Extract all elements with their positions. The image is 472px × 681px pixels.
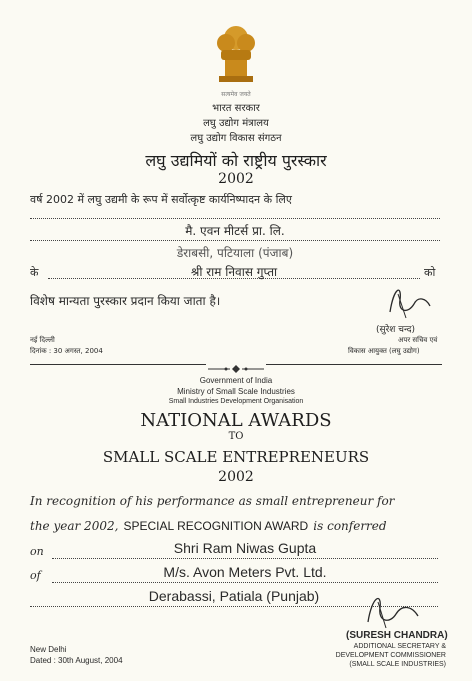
national-emblem [211,18,261,92]
english-org-line1: Government of India [199,376,273,385]
english-recipient: Shri Ram Niwas Gupta [173,540,317,556]
dotted-rule [30,218,440,219]
signature [360,588,430,632]
english-on: on [30,545,44,558]
english-text2a: the year 2002, [30,519,119,533]
divider-ornament [206,359,266,369]
hindi-org-line2: लघु उद्योग मंत्रालय [203,118,269,129]
english-designation1: ADDITIONAL SECRETARY & [353,643,446,650]
emblem-motto: सत्यमेव जयते [221,91,251,98]
award-name: SPECIAL RECOGNITION AWARD [123,519,309,533]
english-designation2: DEVELOPMENT COMMISSIONER [335,652,446,659]
hindi-award-line: विशेष मान्यता पुरस्कार प्रदान किया जाता है। [30,294,221,308]
hindi-ko: को [424,266,436,279]
hindi-designation2: विकास आयुक्त (लघु उद्योग) [348,347,420,355]
hindi-line-year: वर्ष 2002 में लघु उद्यमी के रूप में सर्वोत्कृष्ट कार्यनिष्पादन के लिए [30,193,292,206]
english-title2: TO [228,431,244,442]
hindi-org-line1: भारत सरकार [212,103,260,114]
english-location: Derabassi, Patiala (Punjab) [148,588,320,604]
english-text2b: is conferred [313,519,387,533]
dotted-rule [52,582,438,583]
english-text1: In recognition of his performance as small entrepreneur for [30,494,395,508]
hindi-ke: के [30,266,39,279]
english-of: of [30,569,41,582]
english-designation3: (SMALL SCALE INDUSTRIES) [349,661,446,668]
hindi-year: 2002 [218,171,254,187]
english-org-line3: Small Industries Development Organisation [168,398,304,405]
english-org-line2: Ministry of Small Scale Industries [177,387,295,396]
english-year: 2002 [218,469,254,485]
english-place: New Delhi [30,645,67,654]
hindi-location: डेराबसी, पटियाला (पंजाब) [176,246,294,260]
english-title3: SMALL SCALE ENTREPRENEURS [102,448,370,466]
english-date: Dated : 30th August, 2004 [30,656,123,665]
hindi-designation1: अपर सचिव एवं [398,336,438,344]
signature [380,282,440,322]
hindi-company: मै. एवन मीटर्स प्रा. लि. [185,224,285,238]
hindi-signatory: (सुरेश चन्द) [376,325,416,335]
dotted-rule [52,558,438,559]
dotted-rule [30,240,440,241]
english-signatory: (SURESH CHANDRA) [346,630,448,641]
hindi-recipient: श्री राम निवास गुप्ता [190,265,278,279]
english-title1: NATIONAL AWARDS [140,410,332,431]
hindi-org-line3: लघु उद्योग विकास संगठन [190,133,282,144]
hindi-date: दिनांक : 30 अगस्त, 2004 [30,347,103,355]
english-text2 [30,515,450,534]
hindi-title: लघु उद्यमियों को राष्ट्रीय पुरस्कार [145,151,327,170]
english-company: M/s. Avon Meters Pvt. Ltd. [163,564,327,580]
hindi-place: नई दिल्ली [30,336,55,344]
